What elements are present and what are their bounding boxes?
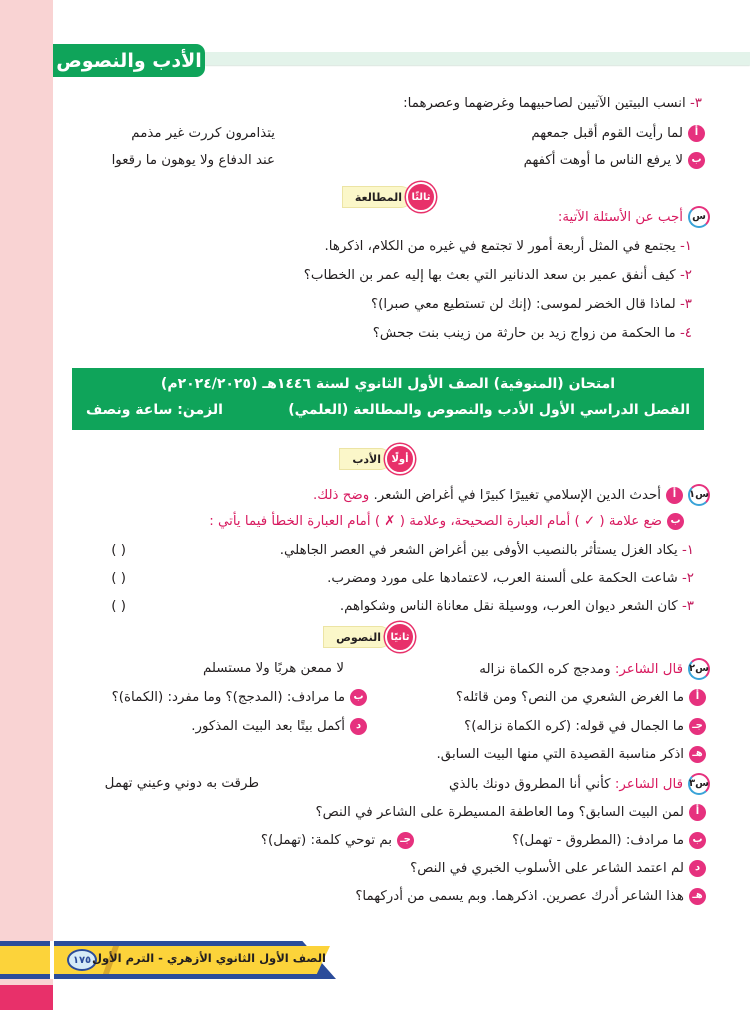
letter-badge: جـ: [689, 718, 706, 735]
header-rule: [205, 52, 750, 65]
section-ordinal-badge: أولًا: [385, 444, 415, 474]
answer-blank[interactable]: ( ): [111, 543, 126, 558]
letter-badge: هـ: [689, 746, 706, 763]
letter-badge: جـ: [397, 832, 414, 849]
page-footer: [0, 937, 340, 975]
section-label-text: الأدب: [339, 448, 391, 470]
mutalaa-question-prompt: سأجب عن الأسئلة الآتية:: [558, 206, 710, 229]
true-false-item: ١- يكاد الغزل يستأثر بالنصيب الأوفى بين أغراض الشعر في العصر الجاهلي.: [279, 543, 694, 558]
answer-blank[interactable]: ( ): [111, 571, 126, 586]
exam-subtitle: الفصل الدراسي الأول الأدب والنصوص والمطالعة (العلمي): [288, 402, 690, 418]
list-item: ٢- كيف أنفق عمير بن سعد الدنانير التي بعث بها إليه عمر بن الخطاب؟: [303, 268, 692, 283]
list-item: ٣- لماذا قال الخضر لموسى: (إنك لن تستطيع معي صبرا)؟: [371, 297, 692, 312]
letter-badge: ب: [667, 513, 684, 530]
chapter-header: [53, 44, 205, 77]
letter-badge: ب: [350, 689, 367, 706]
section-ordinal-badge: ثالثًا: [406, 182, 436, 212]
section-ordinal-badge: ثانيًا: [385, 622, 415, 652]
section-label-text: المطالعة: [342, 186, 412, 208]
section-label-text: النصوص: [323, 626, 391, 648]
verse-left: عند الدفاع ولا يوهون ما رقعوا: [111, 153, 275, 168]
sub-question: هـاذكر مناسبة القصيدة التي منها البيت السابق.: [437, 744, 706, 766]
sub-question: ألمن البيت السابق؟ وما العاطفة المسيطرة على الشاعر في النص؟: [316, 802, 706, 824]
verse-left: لا ممعن هربًا ولا مستسلم: [202, 661, 344, 676]
letter-badge: أ: [689, 804, 706, 821]
q3-verse: س٣قال الشاعر: كأني أنا المطروق دونك بالذي: [449, 773, 710, 796]
question-icon: س١: [688, 484, 710, 506]
letter-badge: ب: [688, 152, 705, 169]
true-false-item: ٢- شاعت الحكمة على ألسنة العرب، لاعتمادها على مورد ومضرب.: [327, 571, 694, 586]
letter-badge: أ: [688, 125, 705, 142]
question-icon: س٣: [688, 773, 710, 795]
sub-question: بما مرادف: (المدجج)؟ وما مفرد: (الكماة)؟: [112, 687, 367, 709]
sub-question: جـما الجمال في قوله: (كره الكماة نزاله)؟: [464, 716, 706, 738]
chapter-title: الأدب والنصوص: [56, 49, 202, 72]
footer-caption: الصف الأول الثانوي الأزهري - الترم الأول: [91, 951, 326, 965]
footer-divider: [50, 941, 54, 979]
verse-row: بلا يرفع الناس ما أوهت أكفهم: [524, 150, 705, 172]
sub-question: دلم اعتمد الشاعر على الأسلوب الخبري في النص؟: [410, 858, 706, 880]
letter-badge: هـ: [689, 888, 706, 905]
sub-question: هـهذا الشاعر أدرك عصرين. اذكرهما. وبم يسمى من أدركهما؟: [355, 886, 706, 908]
page-margin-strip: [0, 0, 53, 1010]
list-item: ٤- ما الحكمة من زواج زيد بن حارثة من زينب بنت جحش؟: [372, 326, 692, 341]
q2-verse: س٢قال الشاعر: ومدجج كره الكماة نزاله: [479, 658, 710, 681]
true-false-item: ٣- كان الشعر ديوان العرب، ووسيلة نقل معاناة الناس وشكواهم.: [339, 599, 694, 614]
sub-question: دأكمل بيتًا بعد البيت المذكور.: [191, 716, 367, 738]
q1-part-a: س١أأحدث الدين الإسلامي تغييرًا كبيرًا في أغراض الشعر. وضح ذلك.: [313, 484, 710, 507]
q3-prev-prompt: ٣- انسب البيتين الآتيين لصاحبيهما وغرضهما وعصرهما:: [403, 96, 702, 111]
answer-blank[interactable]: ( ): [111, 599, 126, 614]
sub-question: جـبم توحي كلمة: (تهمل)؟: [261, 830, 414, 852]
exam-header-box: [72, 368, 704, 430]
letter-badge: أ: [689, 689, 706, 706]
verse-left: يتذامرون كررت غير مذمم: [131, 126, 275, 141]
exam-title: امتحان (المنوفية) الصف الأول الثانوي لسنة ١٤٤٦هـ (٢٠٢٤/٢٠٢٥م): [160, 376, 616, 392]
exam-duration: الزمن: ساعة ونصف: [86, 402, 223, 418]
section-label-nusus: [323, 622, 415, 652]
page-number: ١٧٥: [67, 949, 97, 971]
question-icon: س٢: [688, 658, 710, 680]
sub-question: أما الغرض الشعري من النص؟ ومن قائله؟: [456, 687, 706, 709]
list-item: ١- يجتمع في المثل أربعة أمور لا تجتمع في غيره من الكلام، اذكرها.: [324, 239, 692, 254]
verse-left: طرقت به دوني وعيني تهمل: [104, 776, 259, 791]
letter-badge: ب: [689, 832, 706, 849]
page-margin-tab: [0, 985, 53, 1010]
question-icon: س: [688, 206, 710, 228]
letter-badge: د: [689, 860, 706, 877]
section-label-adab: [339, 444, 415, 474]
verse-row: ألما رأيت القوم أقبل جمعهم: [531, 123, 705, 145]
letter-badge: أ: [666, 487, 683, 504]
q1-part-b: بضع علامة ( ✓ ) أمام العبارة الصحيحة، وعلامة ( ✗ ) أمام العبارة الخطأ فيما يأتي :: [209, 511, 684, 533]
sub-question: بما مرادف: (المطروق - تهمل)؟: [512, 830, 706, 852]
section-label-mutalaa: [342, 182, 436, 212]
letter-badge: د: [350, 718, 367, 735]
